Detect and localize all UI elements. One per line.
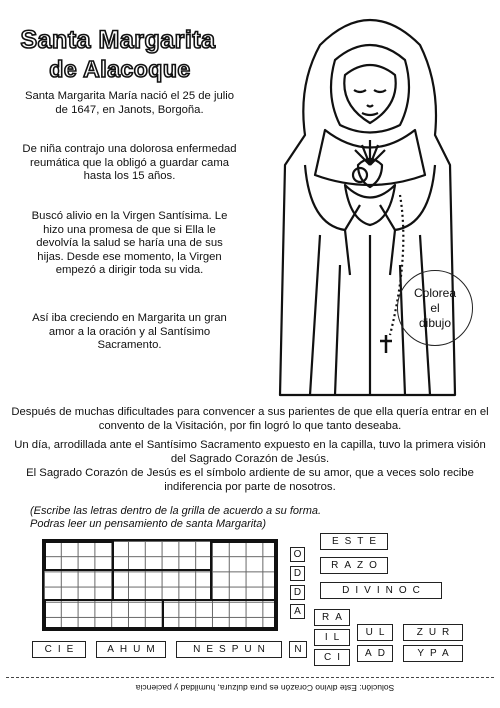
puzzle-grid[interactable]	[42, 539, 278, 631]
bubble-line-3: dibujo	[418, 315, 452, 330]
grid-shape-block	[210, 541, 276, 601]
letter-tile-razo[interactable]: RAZO	[320, 557, 388, 574]
letter-tile-ad[interactable]: AD	[357, 645, 393, 662]
letter-tile-il[interactable]: IL	[314, 629, 350, 646]
letter-tile-vertical[interactable]: D	[290, 566, 305, 581]
puzzle-instructions	[30, 505, 350, 531]
letter-tile-este[interactable]: ESTE	[320, 533, 388, 550]
grid-shape-block	[44, 541, 114, 571]
paragraph-illness: De niña contrajo una dolorosa enfermedad reumática que la obligó a guardar cama hasta los 15 años.	[22, 143, 237, 183]
instructions-line-1: (Escribe las letras dentro de la grilla de acuerdo a su forma.	[30, 505, 322, 517]
paragraph-prayer: Así iba creciendo en Margarita un gran amor a la oración y al Santísimo Sacramento.	[32, 312, 227, 352]
grid-shape-block	[44, 599, 164, 629]
grid-shape-block	[112, 569, 212, 601]
letter-tile-vertical[interactable]: D	[290, 585, 305, 600]
letter-tile-n[interactable]: N	[289, 641, 307, 658]
color-drawing-bubble	[397, 270, 473, 346]
letter-tile-vertical[interactable]: A	[290, 604, 305, 619]
bubble-line-2: el	[430, 300, 440, 315]
paragraph-symbol: El Sagrado Corazón de Jesús es el símbolo ardiente de su amor, que a veces solo recibe indiferencia por parte de nosotros.	[26, 467, 474, 493]
grid-shape-block	[162, 599, 276, 629]
title-line-2: de Alacoque	[49, 56, 191, 82]
title-line-1: Santa Margarita	[20, 26, 216, 54]
letter-tile-ul[interactable]: UL	[357, 624, 393, 641]
letter-tile-vertical[interactable]: O	[290, 547, 305, 562]
letter-tile-ypa[interactable]: YPA	[403, 645, 463, 662]
bubble-line-1: Colorea	[413, 285, 457, 300]
letter-tile-ra[interactable]: RA	[314, 609, 350, 626]
letter-tile-ci[interactable]: CI	[314, 649, 350, 666]
solution-text-upside-down: Solución: Este divino Corazón es pura dulzura, humildad y paciencia	[135, 683, 395, 693]
cut-line	[6, 677, 494, 678]
letter-tile-zur[interactable]: ZUR	[403, 624, 463, 641]
letter-tile-cie[interactable]: CIE	[32, 641, 86, 658]
paragraph-promise: Buscó alivio en la Virgen Santísima. Le hizo una promesa de que si Ella le devolvía la salud se haría una de sus hijas. Desde ese momento, la Virgen empezó a dirigir toda su vida.	[31, 210, 228, 277]
paragraph-vision: Un día, arrodillada ante el Santísimo Sacramento expuesto en la capilla, tuvo la primera visión del Sagrado Corazón de Jesús.	[14, 439, 486, 465]
paragraph-convent: Después de muchas dificultades para convencer a sus parientes de que ella quería entrar en el convento de la Visitación, por fin logró lo que tanto deseaba.	[11, 406, 489, 432]
instructions-line-2: Podras leer un pensamiento de santa Margarita)	[30, 518, 267, 530]
letter-tile-divinoc[interactable]: DIVINOC	[320, 582, 442, 599]
letter-tile-ahum[interactable]: AHUM	[96, 641, 166, 658]
paragraph-birth: Santa Margarita María nació el 25 de julio de 1647, en Janots, Borgoña.	[24, 90, 235, 116]
letter-tile-nespun[interactable]: NESPUN	[176, 641, 282, 658]
